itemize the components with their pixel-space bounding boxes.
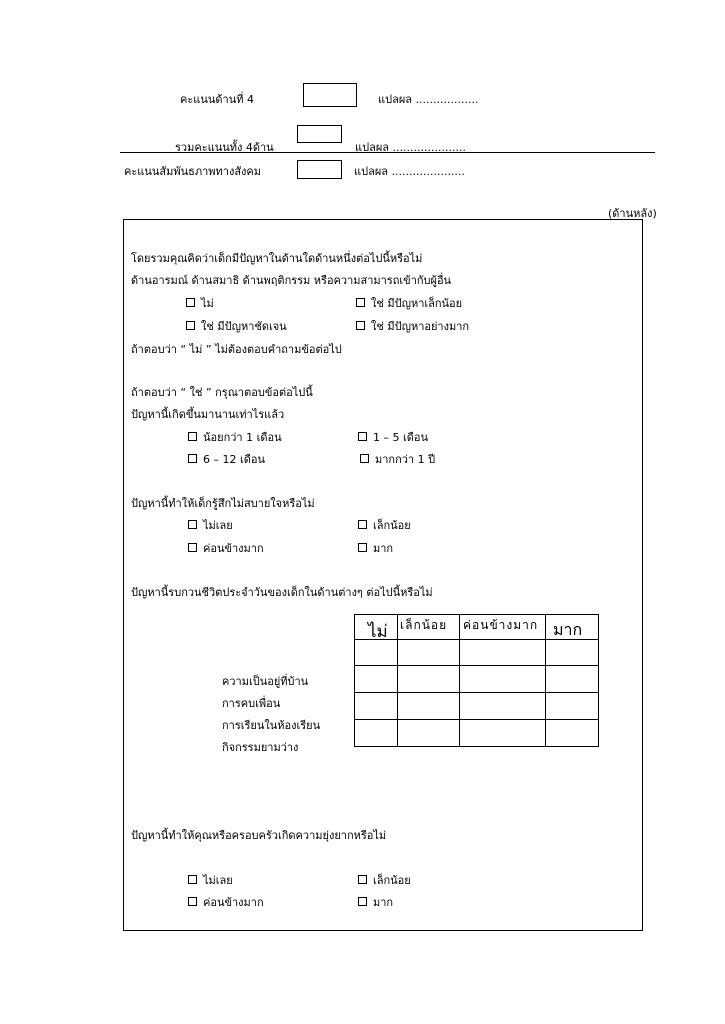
q2-option-6to12[interactable]: 6 – 12 เดือน [188,450,265,468]
social-score-box[interactable] [297,160,342,179]
grid-cell[interactable] [355,720,398,747]
social-interpretation: แปลผล ..................... [354,165,465,178]
total-score-label: รวมคะแนนทั้ง 4ด้าน [175,141,274,154]
dim4-score-box[interactable] [303,83,357,107]
checkbox-icon[interactable] [356,298,365,307]
checkbox-icon[interactable] [188,432,197,441]
q2-option-gt1y[interactable]: มากกว่า 1 ปี [360,450,435,468]
grid-col-little: เล็กน้อย [400,618,448,632]
q1-option-minor[interactable]: ใช่ มีปัญหาเล็กน้อย [356,294,462,312]
checkbox-icon[interactable] [188,454,197,463]
checkbox-icon[interactable] [358,432,367,441]
grid-cell[interactable] [397,693,459,720]
checkbox-icon[interactable] [358,875,367,884]
back-side-label: (ด้านหลัง) [608,207,657,220]
q1-note: ถ้าตอบว่า “ ไม่ ” ไม่ต้องตอบคำถามข้อต่อไป [131,343,342,356]
q3-option-quite[interactable]: ค่อนข้างมาก [188,539,264,557]
grid-row-leisure: กิจกรรมยามว่าง [222,741,299,754]
grid-col-much: มาก [553,620,583,639]
q1-option-severe[interactable]: ใช่ มีปัญหาอย่างมาก [356,317,469,335]
q4-text: ปัญหานี้รบกวนชีวิตประจำวันของเด็กในด้านต่างๆ ต่อไปนี้หรือไม่ [131,586,433,599]
grid-row-classroom: การเรียนในห้องเรียน [222,719,321,732]
grid-cell[interactable] [546,720,599,747]
q3-option-much[interactable]: มาก [358,539,393,557]
separator-line [120,152,655,153]
social-score-label: คะแนนสัมพันธภาพทางสังคม [124,165,262,178]
grid-cell[interactable] [355,693,398,720]
checkbox-icon[interactable] [358,520,367,529]
checkbox-icon[interactable] [188,543,197,552]
grid-cell[interactable] [355,666,398,693]
dim4-score-label: คะแนนด้านที่ 4 [180,93,254,106]
q5-option-much[interactable]: มาก [358,893,393,911]
total-interpretation: แปลผล ..................... [355,141,466,154]
q2-option-lt1[interactable]: น้อยกว่า 1 เดือน [188,428,282,446]
checkbox-icon[interactable] [186,321,195,330]
q1-option-no[interactable]: ไม่ [186,294,214,312]
q1-domains: ด้านอารมณ์ ด้านสมาธิ ด้านพฤติกรรม หรือความสามารถเข้ากับผู้อื่น [131,274,452,287]
q3-text: ปัญหานี้ทำให้เด็กรู้สึกไม่สบายใจหรือไม่ [131,497,315,510]
grid-cell[interactable] [459,720,546,747]
q5-option-none[interactable]: ไม่เลย [188,871,233,889]
grid-cell[interactable] [546,693,599,720]
grid-cell[interactable] [397,666,459,693]
grid-cell[interactable] [546,666,599,693]
grid-cell[interactable] [397,720,459,747]
q2-option-1to5[interactable]: 1 – 5 เดือน [358,428,428,446]
dim4-interpretation: แปลผล .................. [378,93,479,106]
q5-option-little[interactable]: เล็กน้อย [358,871,411,889]
q5-text: ปัญหานี้ทำให้คุณหรือครอบครัวเกิดความยุ่งยากหรือไม่ [131,829,387,842]
q2-intro: ถ้าตอบว่า “ ใช่ ” กรุณาตอบข้อต่อไปนี้ [131,386,313,399]
grid-row-friends: การคบเพื่อน [222,697,281,710]
checkbox-icon[interactable] [358,897,367,906]
grid-cell[interactable] [546,640,599,666]
q1-text: โดยรวมคุณคิดว่าเด็กมีปัญหาในด้านใดด้านหนึ่งต่อไปนี้หรือไม่ [131,252,423,265]
checkbox-icon[interactable] [360,454,369,463]
grid-col-quite: ค่อนข้างมาก [463,618,539,632]
grid-cell[interactable] [397,640,459,666]
q3-option-little[interactable]: เล็กน้อย [358,516,411,534]
grid-cell[interactable] [459,640,546,666]
q3-option-none[interactable]: ไม่เลย [188,516,233,534]
grid-col-none: ไม่ [368,622,388,642]
total-score-box[interactable] [297,125,342,143]
q1-option-clear[interactable]: ใช่ มีปัญหาชัดเจน [186,317,287,335]
checkbox-icon[interactable] [186,298,195,307]
q2-text: ปัญหานี้เกิดขึ้นมานานเท่าไรแล้ว [131,408,285,421]
checkbox-icon[interactable] [188,875,197,884]
checkbox-icon[interactable] [356,321,365,330]
grid-row-home: ความเป็นอยู่ที่บ้าน [222,675,309,688]
q5-option-quite[interactable]: ค่อนข้างมาก [188,893,264,911]
checkbox-icon[interactable] [188,520,197,529]
checkbox-icon[interactable] [188,897,197,906]
grid-cell[interactable] [459,666,546,693]
checkbox-icon[interactable] [358,543,367,552]
grid-cell[interactable] [459,693,546,720]
